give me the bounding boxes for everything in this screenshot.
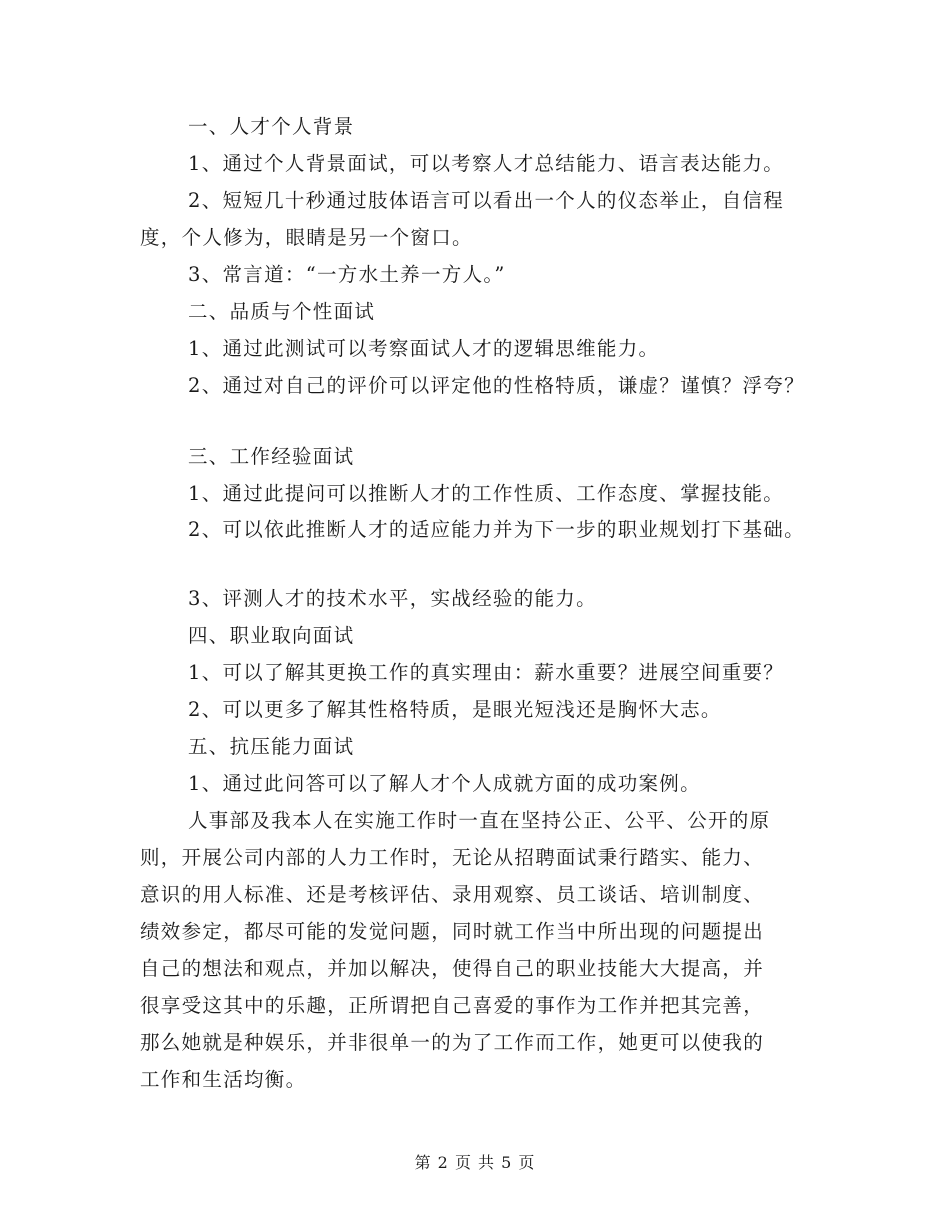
paragraph-line: 工作和生活均衡。 bbox=[140, 1068, 307, 1091]
section-heading-background: 一、人才个人背景 bbox=[188, 115, 355, 138]
paragraph-line: 3、评测人才的技术水平，实战经验的能力。 bbox=[188, 587, 597, 610]
page-footer: 第 2 页 共 5 页 bbox=[414, 1153, 536, 1172]
paragraph-line: 3、常言道：“一方水土养一方人。” bbox=[188, 263, 506, 286]
paragraph-line: 1、通过此问答可以了解人才个人成就方面的成功案例。 bbox=[188, 772, 701, 795]
section-heading-career: 四、职业取向面试 bbox=[188, 624, 355, 647]
paragraph-line: 很享受这其中的乐趣，正所谓把自己喜爱的事作为工作并把其完善， bbox=[140, 994, 765, 1017]
paragraph-line: 2、通过对自己的评价可以评定他的性格特质，谦虚？谨慎？浮夸？ bbox=[188, 374, 805, 397]
paragraph-line: 度，个人修为，眼睛是另一个窗口。 bbox=[140, 226, 473, 249]
section-heading-experience: 三、工作经验面试 bbox=[188, 445, 355, 468]
paragraph-line: 那么她就是种娱乐，并非很单一的为了工作而工作，她更可以使我的 bbox=[140, 1031, 765, 1054]
paragraph-line: 1、通过此提问可以推断人才的工作性质、工作态度、掌握技能。 bbox=[188, 482, 785, 505]
paragraph-line: 2、可以依此推断人才的适应能力并为下一步的职业规划打下基础。 bbox=[188, 518, 805, 541]
paragraph-line: 1、可以了解其更换工作的真实理由：薪水重要？进展空间重要？ bbox=[188, 661, 785, 684]
paragraph-line: 意识的用人标准、还是考核评估、录用观察、员工谈话、培训制度、 bbox=[140, 883, 765, 906]
paragraph-line: 自己的想法和观点，并加以解决，使得自己的职业技能大大提高，并 bbox=[140, 957, 765, 980]
paragraph-line: 绩效参定，都尽可能的发觉问题，同时就工作当中所出现的问题提出 bbox=[140, 920, 765, 943]
paragraph-line: 2、可以更多了解其性格特质，是眼光短浅还是胸怀大志。 bbox=[188, 698, 722, 721]
paragraph-line: 1、通过此测试可以考察面试人才的逻辑思维能力。 bbox=[188, 337, 660, 360]
paragraph-line: 2、短短几十秒通过肢体语言可以看出一个人的仪态举止，自信程 bbox=[188, 189, 785, 212]
paragraph-line: 则，开展公司内部的人力工作时，无论从招聘面试秉行踏实、能力、 bbox=[140, 846, 765, 869]
paragraph-line: 1、通过个人背景面试，可以考察人才总结能力、语言表达能力。 bbox=[188, 152, 785, 175]
section-heading-quality: 二、品质与个性面试 bbox=[188, 300, 376, 323]
section-heading-pressure: 五、抗压能力面试 bbox=[188, 735, 355, 758]
paragraph-line: 人事部及我本人在实施工作时一直在坚持公正、公平、公开的原 bbox=[188, 809, 771, 832]
